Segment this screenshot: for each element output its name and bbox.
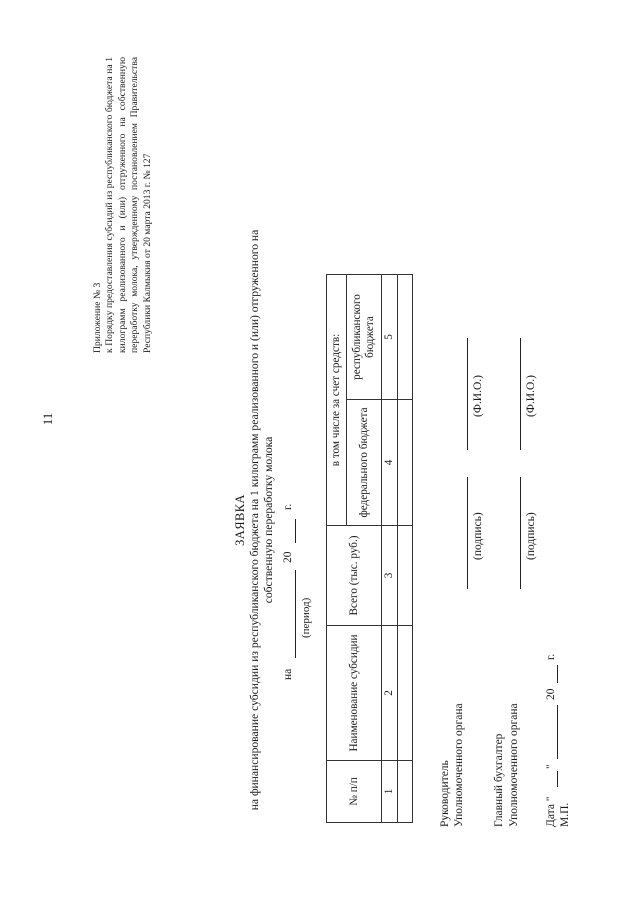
appendix-title: Приложение № 3 <box>92 282 103 353</box>
head-name-line <box>467 338 468 450</box>
period-year-suffix: г. <box>282 503 294 510</box>
subsidy-table <box>326 274 413 823</box>
table-cell <box>398 526 413 626</box>
title-block <box>233 215 276 825</box>
document-title: ЗАЯВКА <box>233 494 247 546</box>
date-year-blank <box>557 665 558 683</box>
period-year-blank <box>295 519 296 543</box>
head-signature-hint: (подпись) <box>472 512 484 560</box>
accountant-name-hint: (Ф.И.О.) <box>525 375 537 417</box>
appendix-body: к Порядку предоставления субсидий из республиканского бюджета на 1 килограмм реализованного и (или) отгруженного на собственную переработку молока, утвержденному постановлением Правительства Республики Калмыкия от 20 марта 2013 г. № 127 <box>104 57 153 353</box>
column-number: 5 <box>382 275 398 400</box>
table-cell <box>398 275 413 400</box>
header-republican: республиканского бюджета <box>347 275 382 400</box>
accountant-signature-hint: (подпись) <box>525 512 537 560</box>
column-number: 2 <box>382 626 398 761</box>
table-column-numbers <box>382 275 398 823</box>
stamp-label: М.П. <box>559 802 571 827</box>
header-total: Всего (тыс. руб.) <box>327 526 382 626</box>
head-label-line2: Уполномоченного органа <box>453 703 465 827</box>
column-number: 1 <box>382 761 398 823</box>
table-cell <box>398 761 413 823</box>
accountant-label-line2: Уполномоченного органа <box>508 703 520 827</box>
header-num: № п/п <box>327 761 382 823</box>
page-number: 11 <box>40 412 55 426</box>
period-blank <box>295 570 296 658</box>
table-header-row <box>327 275 347 823</box>
header-federal: федерального бюджета <box>347 400 382 526</box>
period-line <box>282 220 316 680</box>
period-year-prefix: 20 <box>282 551 294 563</box>
period-hint: (период) <box>300 597 312 638</box>
date-day-blank <box>557 771 558 787</box>
header-group: в том числе за счет средств: <box>327 275 347 526</box>
date-month-blank <box>557 705 558 759</box>
date-year-suffix: г. <box>545 653 557 660</box>
document-subtitle-line2: собственную переработку молока <box>262 436 275 604</box>
column-number: 4 <box>382 400 398 526</box>
head-signature-line <box>467 477 468 589</box>
document-subtitle-line1: на финансирование субсидии из республиканского бюджета на 1 килограмм реализованного и (или) отгруженного на <box>248 229 261 811</box>
accountant-signature-line <box>520 477 521 589</box>
accountant-label-line1: Главный бухгалтер <box>493 733 505 827</box>
appendix-note <box>92 57 154 353</box>
table-row <box>398 275 413 823</box>
date-label: Дата " <box>545 796 557 827</box>
head-label-line1: Руководитель <box>439 760 451 827</box>
table-cell <box>398 626 413 761</box>
head-name-hint: (Ф.И.О.) <box>472 375 484 417</box>
period-prefix: на <box>282 668 294 680</box>
date-quote: " <box>545 764 557 769</box>
header-name: Наименование субсидии <box>327 626 382 761</box>
date-year-prefix: 20 <box>545 688 557 700</box>
table-cell <box>398 400 413 526</box>
column-number: 3 <box>382 526 398 626</box>
accountant-name-line <box>520 338 521 450</box>
